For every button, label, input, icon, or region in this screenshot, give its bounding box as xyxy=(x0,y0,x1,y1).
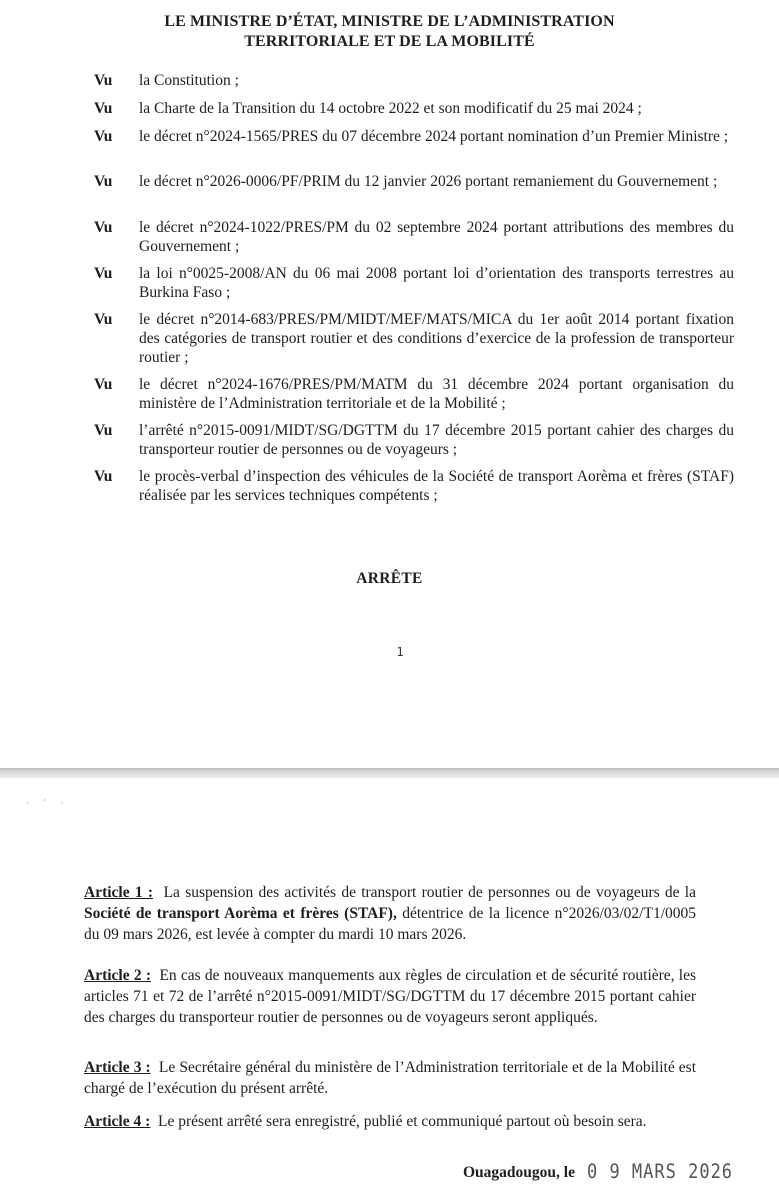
vu-keyword: Vu xyxy=(94,376,113,393)
article-2-text: En cas de nouveaux manquements aux règles de circulation et de sécurité routière, les articles 71 et 72 de l’arrêté n°2015-0091/MIDT/SG/DGTTM du 17 décembre 2015 portant cahier des charges du transporteur routier de personnes ou de voyageurs seront appliqués. xyxy=(84,967,696,1026)
vu-text: le décret n°2026-0006/PF/PRIM du 12 janvier 2026 portant remaniement du Gouvernement ; xyxy=(139,173,718,190)
page-separator xyxy=(0,768,779,778)
scan-specks: · ˊ · xyxy=(26,798,70,808)
vu-keyword: Vu xyxy=(94,128,113,145)
article-3 xyxy=(84,1057,696,1099)
article-4-text: Le présent arrêté sera enregistré, publié et communiqué partout où besoin sera. xyxy=(158,1113,647,1130)
article-1 xyxy=(84,882,696,945)
vu-item xyxy=(94,467,734,505)
vu-item xyxy=(94,218,734,256)
vu-text: le décret n°2024-1676/PRES/PM/MATM du 31 décembre 2024 portant organisation du ministère de l’Administration territoriale et de la Mobilité ; xyxy=(139,376,734,412)
article-1-label: Article 1 : xyxy=(84,884,154,901)
vu-item xyxy=(94,127,734,146)
vu-item xyxy=(94,421,734,459)
article-1-text-end: détentrice de la licence n°2026/03/02/T1/0005 du 09 mars 2026, est levée à compter du mardi 10 mars 2026. xyxy=(84,905,697,943)
vu-text: le décret n°2024-1022/PRES/PM du 02 septembre 2024 portant attributions des membres du Gouvernement ; xyxy=(139,219,734,255)
article-1-company: Société de transport Aorèma et frères (STAF), xyxy=(84,905,397,922)
vu-keyword: Vu xyxy=(94,173,113,190)
vu-text: le décret n°2024-1565/PRES du 07 décembre 2024 portant nomination d’un Premier Ministre ; xyxy=(139,128,729,145)
article-3-label: Article 3 : xyxy=(84,1059,151,1076)
vu-item xyxy=(94,375,734,413)
vu-text: la Constitution ; xyxy=(139,72,239,89)
vu-item xyxy=(94,99,734,118)
document-page-2 xyxy=(0,778,779,1200)
date-stamp: 0 9 MARS 2026 xyxy=(586,1160,734,1184)
vu-text: l’arrêté n°2015-0091/MIDT/SG/DGTTM du 17 décembre 2015 portant cahier des charges du transporteur routier de personnes ou de voyageurs ; xyxy=(139,422,734,458)
vu-keyword: Vu xyxy=(94,72,113,89)
header-line-2: TERRITORIALE ET DE LA MOBILITÉ xyxy=(244,33,535,50)
vu-text: la loi n°0025-2008/AN du 06 mai 2008 portant loi d’orientation des transports terrestres au Burkina Faso ; xyxy=(139,265,734,301)
document-header xyxy=(0,12,779,52)
article-2 xyxy=(84,965,696,1028)
vu-keyword: Vu xyxy=(94,219,113,236)
header-line-1: LE MINISTRE D’ÉTAT, MINISTRE DE L’ADMINISTRATION xyxy=(164,13,615,30)
vu-text: la Charte de la Transition du 14 octobre 2022 et son modificatif du 25 mai 2024 ; xyxy=(139,100,642,117)
article-2-label: Article 2 : xyxy=(84,967,151,984)
vu-item xyxy=(94,264,734,302)
vu-keyword: Vu xyxy=(94,265,113,282)
vu-keyword: Vu xyxy=(94,311,113,328)
article-4 xyxy=(84,1111,696,1132)
arrete-title: ARRÊTE xyxy=(356,570,423,587)
article-1-text-start: La suspension des activités de transport routier de personnes ou de voyageurs de la xyxy=(163,884,696,901)
signature-place: Ouagadougou, le xyxy=(463,1164,575,1181)
vu-item xyxy=(94,172,734,191)
vu-keyword: Vu xyxy=(94,468,113,485)
vu-text: le procès-verbal d’inspection des véhicules de la Société de transport Aorèma et frères (STAF) réalisée par les services techniques compétents ; xyxy=(139,468,734,504)
vu-item xyxy=(94,71,734,90)
signature-line xyxy=(463,1162,733,1182)
vu-keyword: Vu xyxy=(94,422,113,439)
page-number: 1 xyxy=(396,645,404,659)
article-4-label: Article 4 : xyxy=(84,1113,151,1130)
vu-text: le décret n°2014-683/PRES/PM/MIDT/MEF/MATS/MICA du 1er août 2014 portant fixation des catégories de transport routier et des conditions d’exercice de la profession de transporteur routier ; xyxy=(139,311,734,366)
vu-keyword: Vu xyxy=(94,100,113,117)
vu-item xyxy=(94,310,734,367)
article-3-text: Le Secrétaire général du ministère de l’Administration territoriale et de la Mobilité est chargé de l’exécution du présent arrêté. xyxy=(84,1059,696,1097)
